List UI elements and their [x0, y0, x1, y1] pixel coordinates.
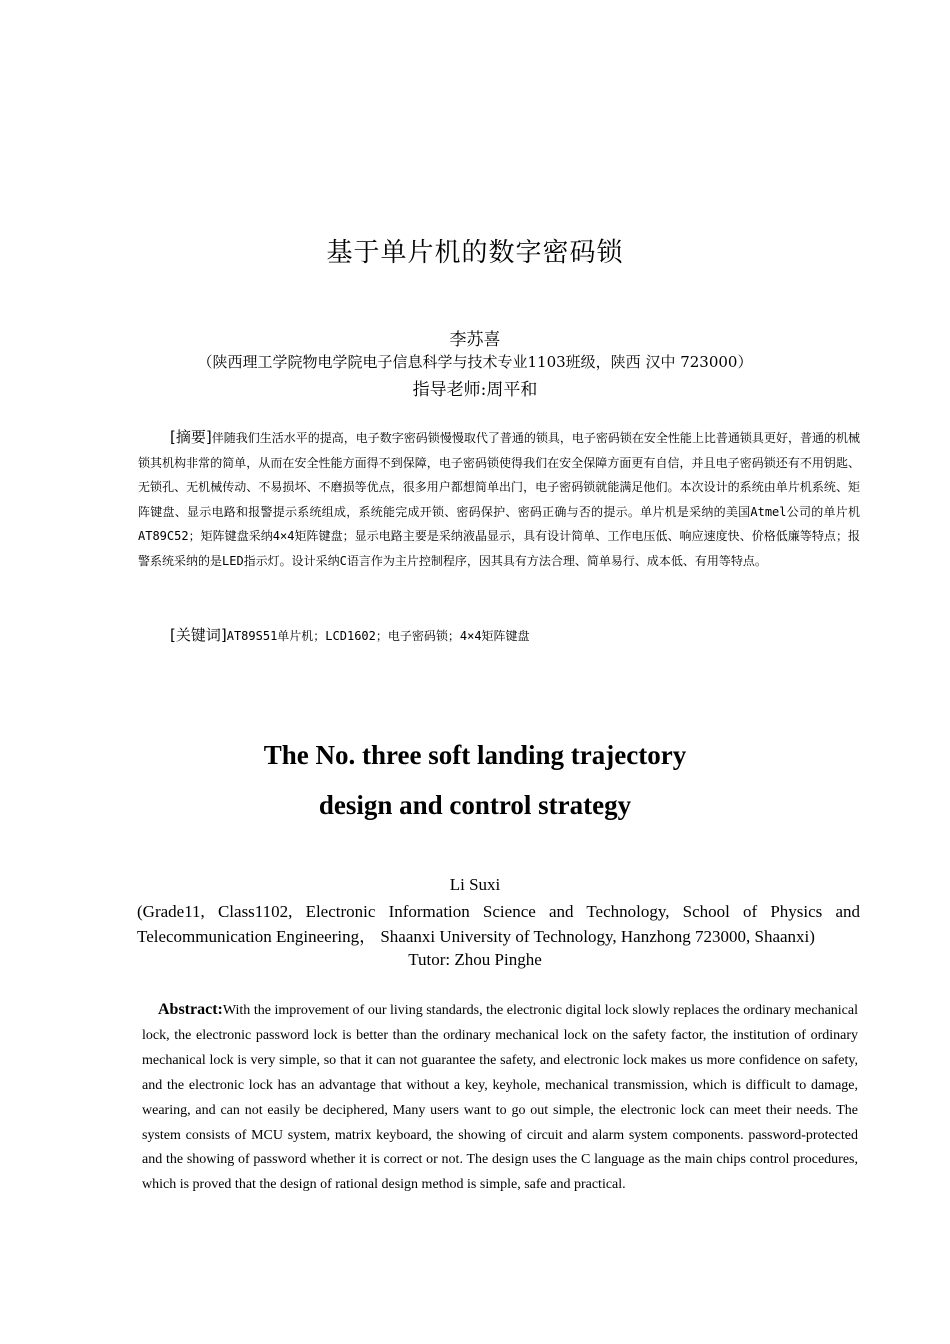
english-abstract-label: Abstract: [158, 1001, 223, 1018]
english-title [0, 730, 950, 830]
chinese-abstract [138, 425, 860, 574]
english-affiliation: (Grade11, Class1102, Electronic Information Science and Technology, School of Physics and Telecommunication Engineering， Shaanxi University of Technology, Hanzhong 723000, Shaanxi) [137, 902, 860, 946]
english-author: Li Suxi [449, 875, 501, 894]
chinese-keywords-label: [关键词] [170, 626, 227, 644]
english-abstract-text: With the improvement of our living standards, the electronic digital lock slowly replaces the ordinary mechanical lock, the electronic password lock is better than the ordinary mechanical lock on the safety factor, the institution of ordinary mechanical lock is very simple, so that it can not guarantee the safety, and electronic lock makes us more confidence on safety, and the electronic lock has an advantage that without a key, keyhole, mechanical transmission, which is difficult to damage, wearing, and can not easily be deciphered, Many users want to go out simple, the electronic lock can meet their needs. The system consists of MCU system, matrix keyboard, the showing of circuit and alarm system components. password-protected and the showing of password whether it is correct or not. The design uses the C language as the main chips control procedures, which is proved that the design of rational design method is simple, safe and practical. [142, 1003, 858, 1193]
chinese-tutor: 指导老师:周平和 [412, 380, 538, 400]
chinese-abstract-text: 伴随我们生活水平的提高，电子数字密码锁慢慢取代了普通的锁具，电子密码锁在安全性能上比普通锁具更好，普通的机械锁其机构非常的简单，从而在安全性能方面得不到保障，电子密码锁使得我们在安全保障方面更有自信，并且电子密码锁还有不用钥匙、无锁孔、无机械传动、不易损坏、不磨损等优点，很多用户都想简单出门，电子密码锁就能满足他们。本次设计的系统由单片机系统、矩阵键盘、显示电路和报警提示系统组成，系统能完成开锁、密码保护、密码正确与否的提示。单片机是采纳的美国Atmel公司的单片机AT89C52；矩阵键盘采纳4×4矩阵键盘；显示电路主要是采纳液晶显示，具有设计简单、工作电压低、响应速度快、价格低廉等特点；报警系统采纳的是LED指示灯。设计采纳C语言作为主片控制程序，因其具有方法合理、简单易行、成本低、有用等特点。 [138, 431, 860, 568]
chinese-keywords-text: AT89S51单片机；LCD1602；电子密码锁；4×4矩阵键盘 [226, 629, 530, 643]
chinese-abstract-label: [摘要] [170, 428, 212, 446]
english-title-line2: design and control strategy [318, 790, 632, 820]
english-tutor: Tutor: Zhou Pinghe [408, 950, 542, 969]
chinese-affiliation: （陕西理工学院物电学院电子信息科学与技术专业1103班级，陕西 汉中 723000） [197, 353, 753, 371]
english-abstract [142, 998, 858, 1198]
chinese-title: 基于单片机的数字密码锁 [326, 238, 624, 268]
english-title-line1: The No. three soft landing trajectory [263, 740, 687, 770]
chinese-author: 李苏喜 [449, 330, 501, 350]
chinese-keywords [170, 623, 860, 648]
